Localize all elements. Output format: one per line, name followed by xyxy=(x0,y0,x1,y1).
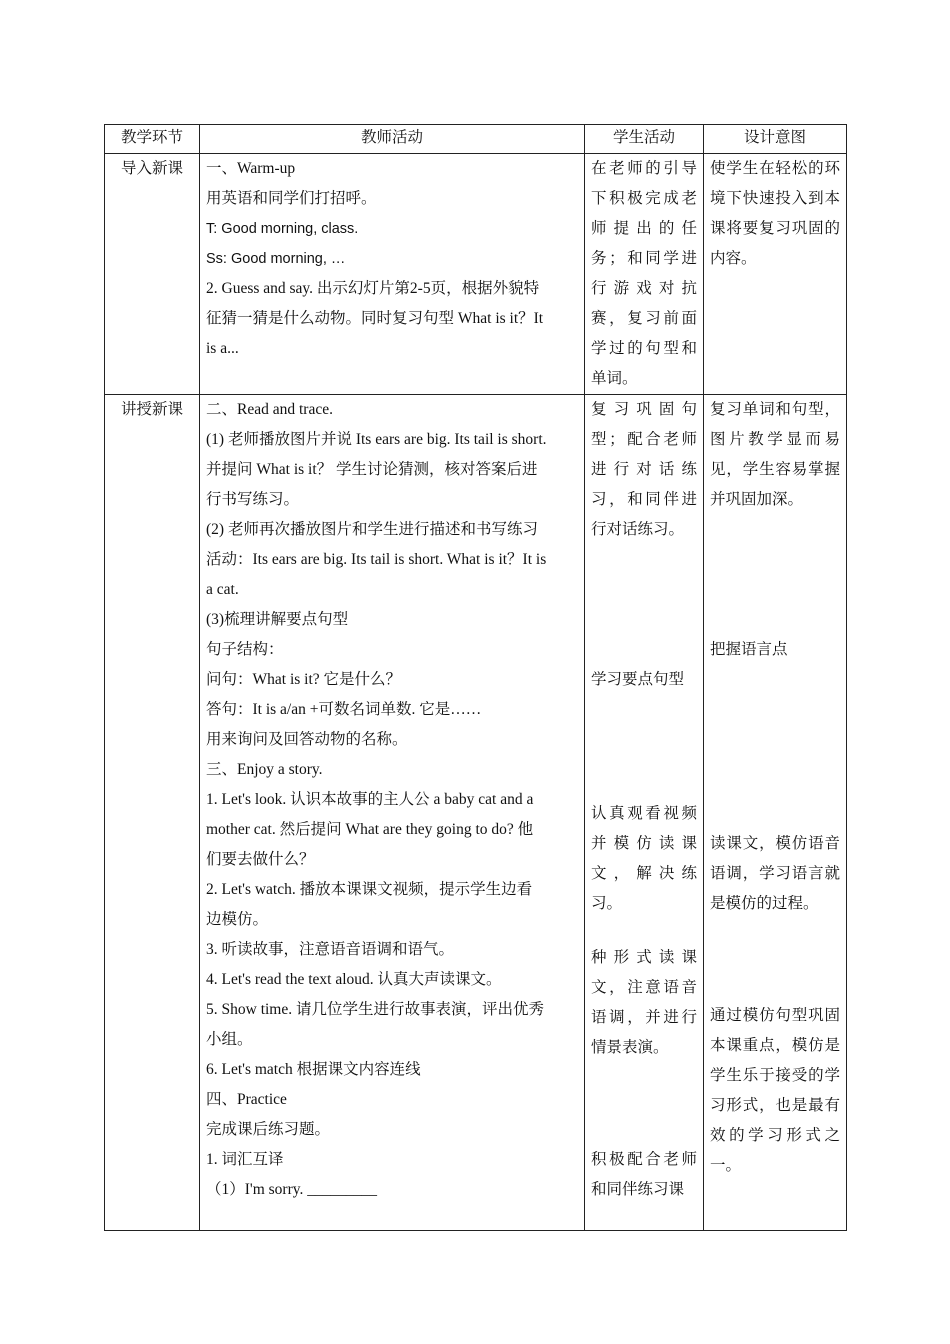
teacher-line: 并提问 What is it？ 学生讨论猜测，核对答案后进 xyxy=(206,461,538,478)
header-teacher-activity: 教师活动 xyxy=(200,125,585,154)
design-intent-text: 通过模仿句型巩固本课重点，模仿是学生乐于接受的学习形式，也是最有效的学习形式之一。 xyxy=(710,1007,840,1174)
teacher-line: 1. Let's look. 认识本故事的主人公 a baby cat and a xyxy=(206,791,534,808)
student-activity-text: 种形式读课文，注意语音语调，并进行情景表演。 xyxy=(591,949,697,1056)
teacher-line: 用英语和同学们打招呼。 xyxy=(206,190,377,207)
spacer xyxy=(591,695,697,799)
teacher-line: 4. Let's read the text aloud. 认真大声读课文。 xyxy=(206,971,502,988)
table-row xyxy=(105,395,847,1231)
design-intent-cell xyxy=(704,395,847,1231)
teacher-line: 边模仿。 xyxy=(206,911,269,928)
teacher-line: 二、Read and trace. xyxy=(206,401,333,418)
student-activity-text: 认真观看视频并模仿读课文，解决练习。 xyxy=(591,805,697,912)
teacher-line: is a... xyxy=(206,340,239,357)
teacher-line: 句子结构： xyxy=(206,641,284,658)
design-intent-text: 复习单词和句型，图片教学显而易见，学生容易掌握并巩固加深。 xyxy=(710,401,840,508)
header-stage: 教学环节 xyxy=(105,125,200,154)
student-activity-cell: 在老师的引导下积极完成老师提出的任务；和同学进行游戏对抗赛，复习前面学过的句型和单词。 xyxy=(585,154,704,395)
teacher-line: （1）I'm sorry. _________ xyxy=(206,1181,377,1198)
teacher-line: (3)梳理讲解要点句型 xyxy=(206,611,349,628)
teacher-line: 答句：It is a/an +可数名词单数. 它是…… xyxy=(206,701,482,718)
teacher-line: 活动：Its ears are big. Its tail is short. What is it？It is xyxy=(206,551,547,568)
teacher-line: 5. Show time. 请几位学生进行故事表演，评出优秀 xyxy=(206,1001,544,1018)
spacer xyxy=(591,919,697,943)
teacher-line: 四、Practice xyxy=(206,1091,287,1108)
teacher-line: 们要去做什么？ xyxy=(206,851,315,868)
teacher-line: Ss: Good morning, … xyxy=(206,251,346,267)
teacher-line: T: Good morning, class. xyxy=(206,221,359,237)
header-design-intent: 设计意图 xyxy=(704,125,847,154)
student-activity-text: 积极配合老师和同伴练习课 xyxy=(591,1151,697,1198)
student-activity-text: 学习要点句型 xyxy=(591,671,685,688)
design-intent-text: 把握语言点 xyxy=(710,641,788,658)
teacher-line: 一、Warm-up xyxy=(206,160,296,177)
teacher-activity-cell xyxy=(200,395,585,1231)
teacher-line: 完成课后练习题。 xyxy=(206,1121,331,1138)
header-row xyxy=(105,125,847,154)
teacher-line: 征猜一猜是什么动物。同时复习句型 What is it？It xyxy=(206,310,544,327)
spacer xyxy=(591,1063,697,1145)
teacher-line: 2. Guess and say. 出示幻灯片第2-5页，根据外貌特 xyxy=(206,280,540,297)
teacher-line: (1) 老师播放图片并说 Its ears are big. Its tail is short. xyxy=(206,431,547,448)
teacher-line: mother cat. 然后提问 What are they going to do? 他 xyxy=(206,821,534,838)
teacher-line: (2) 老师再次播放图片和学生进行描述和书写练习 xyxy=(206,521,538,538)
spacer xyxy=(710,919,840,1001)
design-intent-cell: 使学生在轻松的环境下快速投入到本课将要复习巩固的内容。 xyxy=(704,154,847,395)
teacher-line: a cat. xyxy=(206,581,239,598)
design-intent-text: 读课文，模仿语音语调，学习语言就是模仿的过程。 xyxy=(710,835,840,912)
teacher-line: 三、Enjoy a story. xyxy=(206,761,323,778)
header-student-activity: 学生活动 xyxy=(585,125,704,154)
teacher-line: 小组。 xyxy=(206,1031,253,1048)
stage-cell: 导入新课 xyxy=(105,154,200,395)
lesson-plan-table xyxy=(104,124,847,1231)
teacher-activity-cell xyxy=(200,154,585,395)
stage-cell: 讲授新课 xyxy=(105,395,200,1231)
teacher-line: 问句：What is it? 它是什么？ xyxy=(206,671,402,688)
table-row xyxy=(105,154,847,395)
student-activity-cell xyxy=(585,395,704,1231)
spacer xyxy=(710,665,840,829)
teacher-line: 3. 听读故事，注意语音语调和语气。 xyxy=(206,941,455,958)
student-activity-text: 复习巩固句型；配合老师进行对话练习，和同伴进行对话练习。 xyxy=(591,401,697,538)
teacher-line: 2. Let's watch. 播放本课课文视频，提示学生边看 xyxy=(206,881,533,898)
spacer xyxy=(710,515,840,635)
spacer xyxy=(591,545,697,665)
teacher-line: 1. 词汇互译 xyxy=(206,1151,284,1168)
teacher-line: 6. Let's match 根据课文内容连线 xyxy=(206,1061,421,1078)
teacher-line: 用来询问及回答动物的名称。 xyxy=(206,731,408,748)
teacher-line: 行书写练习。 xyxy=(206,491,300,508)
